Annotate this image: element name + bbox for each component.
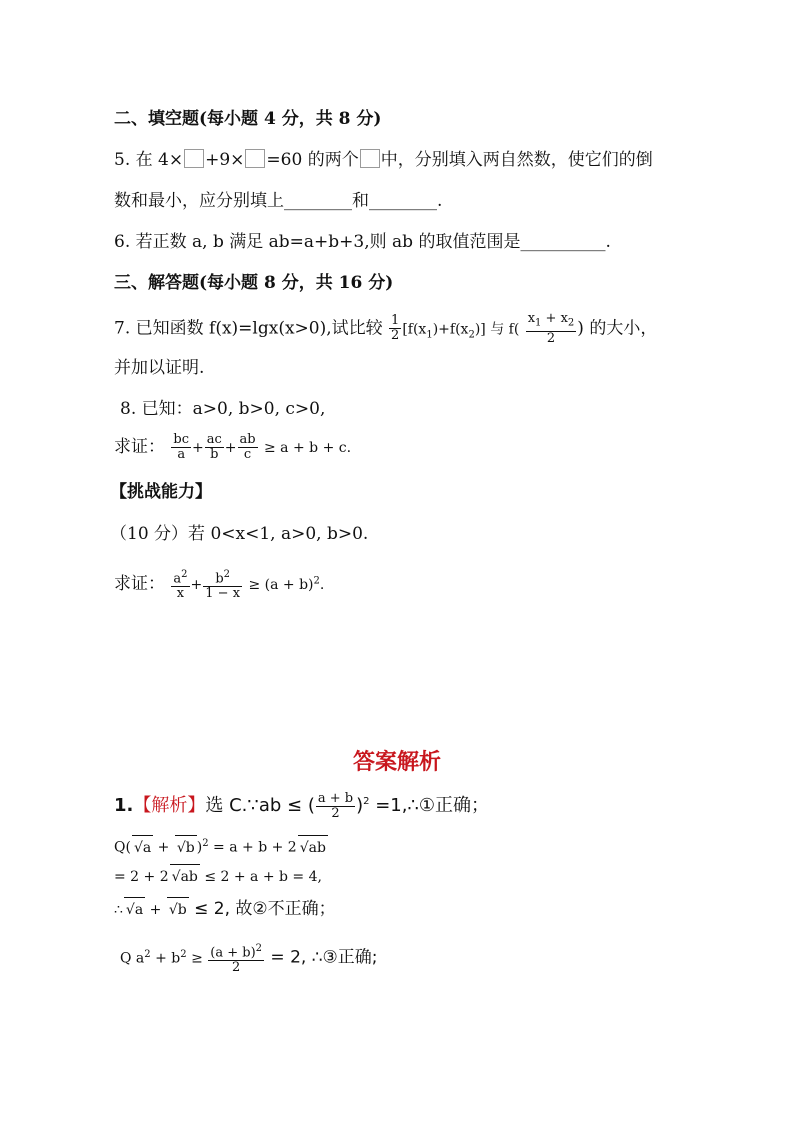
fraction-b2-over-1-minus-x: $\frac{b^2}{1 - x}$ bbox=[205, 569, 241, 602]
sqrt-ab: √ab bbox=[170, 864, 200, 889]
q7-text-c: )+f(x bbox=[432, 321, 469, 338]
question-7-line-2: 并加以证明. bbox=[114, 358, 205, 378]
answer-line-5: Q $a^2 + b^2$ ≥ $\frac{(a + b)^2}{2}$ = 2, ∴③正确; bbox=[120, 943, 378, 976]
question-7-line-1 bbox=[114, 312, 657, 348]
q7-sub-1: 1 bbox=[426, 329, 433, 341]
fraction-ac-over-b: $\frac{ac}{b}$ bbox=[206, 432, 222, 462]
prove-label: 求证： bbox=[114, 574, 165, 595]
answer-line-3: = 2 + 2 √ab ≤ 2 + a + b = 4, bbox=[114, 864, 322, 889]
answer-l1-a: 选 C.∵ab ≤ ( bbox=[205, 795, 315, 816]
fraction-a-plus-b-squared-over-2: $\frac{(a + b)^2}{2}$ bbox=[210, 943, 263, 976]
question-5-line-2: 数和最小，应分别填上________和________. bbox=[114, 191, 443, 211]
answer-number: 1. bbox=[114, 795, 134, 816]
question-6: 6. 若正数 a, b 满足 ab=a+b+3,则 ab 的取值范围是__________. bbox=[114, 232, 611, 252]
q5-text-a: 在 4× bbox=[135, 150, 184, 170]
sqrt-a: √a bbox=[124, 897, 145, 922]
section-heading-answer: 三、解答题(每小题 8 分，共 16 分) bbox=[114, 273, 394, 293]
blank-box-1 bbox=[184, 149, 204, 168]
frac-denominator: 2 bbox=[546, 330, 556, 346]
q5-text-d: 中，分别填入两自然数，使它们的倒 bbox=[380, 150, 653, 170]
section-heading-fill-in: 二、填空题(每小题 4 分，共 8 分) bbox=[114, 109, 382, 129]
answer-line-1: 1.【解析】选 C.∵ab ≤ ( $\frac{a + b}{2}$ )$^2$ =1,∴①正确； bbox=[114, 790, 490, 821]
frac-denominator: 2 bbox=[391, 328, 400, 344]
q8-rhs: ≥ a + b + c. bbox=[264, 440, 352, 456]
q7-text-b: [f(x bbox=[402, 321, 427, 338]
answer-l1-c: =1,∴①正确； bbox=[369, 795, 490, 816]
fraction-ab-over-c: $\frac{ab}{c}$ bbox=[239, 432, 256, 462]
fraction-bc-over-a: $\frac{bc}{a}$ bbox=[173, 432, 190, 462]
q5-text-b: +9× bbox=[205, 150, 245, 170]
sqrt-b: √b bbox=[175, 835, 197, 860]
blank-box-2 bbox=[245, 149, 265, 168]
q5-number: 5. bbox=[114, 150, 131, 170]
answer-line-2: Q( √a + √b )$^2$ = a + b + 2 √ab bbox=[114, 832, 328, 860]
question-5-line-1 bbox=[114, 148, 653, 172]
frac-numerator: $x_1 + x_2$ bbox=[526, 312, 577, 332]
challenge-prove: 求证： $\frac{a^2}{x}$ + $\frac{b^2}{1 - x}$ ≥ $(a + b)^2$. bbox=[114, 569, 325, 602]
q7-sub-2: 2 bbox=[468, 329, 475, 341]
challenge-rhs: ≥ $(a + b)^2$. bbox=[248, 575, 325, 594]
fraction-a2-over-x: $\frac{a^2}{x}$ bbox=[173, 569, 188, 602]
question-8-prove: 求证： $\frac{bc}{a}$ + $\frac{ac}{b}$ + $\frac{ab}{c}$ ≥ a + b + c. bbox=[114, 432, 352, 462]
sqrt-a: √a bbox=[132, 835, 153, 860]
answer-title: 答案解析 bbox=[352, 749, 441, 775]
fraction-mean-x bbox=[526, 312, 577, 346]
challenge-question: （10 分）若 0<x<1, a>0, b>0. bbox=[110, 524, 369, 544]
q5-text-c: =60 的两个 bbox=[266, 150, 359, 170]
q7-text-a: 7. 已知函数 f(x)=lgx(x>0),试比较 bbox=[114, 318, 383, 339]
q7-text-d: )] 与 f( bbox=[474, 321, 520, 338]
question-8-line-1: 8. 已知：a>0, b>0, c>0, bbox=[120, 399, 326, 419]
q7-text-e: ) 的大小， bbox=[577, 318, 658, 339]
fraction-one-half bbox=[389, 314, 401, 343]
analysis-tag: 【解析】 bbox=[133, 795, 206, 816]
frac-numerator: 1 bbox=[391, 313, 400, 329]
prove-label: 求证： bbox=[114, 437, 165, 457]
answer-line-4: ∴ √a + √b ≤ 2, 故②不正确； bbox=[114, 897, 336, 922]
fraction-a-plus-b-over-2: $\frac{a + b}{2}$ bbox=[317, 790, 354, 821]
blank-box-3 bbox=[360, 149, 380, 168]
sqrt-ab: √ab bbox=[298, 835, 328, 860]
challenge-heading: 【挑战能力】 bbox=[110, 482, 212, 502]
sqrt-b: √b bbox=[167, 897, 189, 922]
